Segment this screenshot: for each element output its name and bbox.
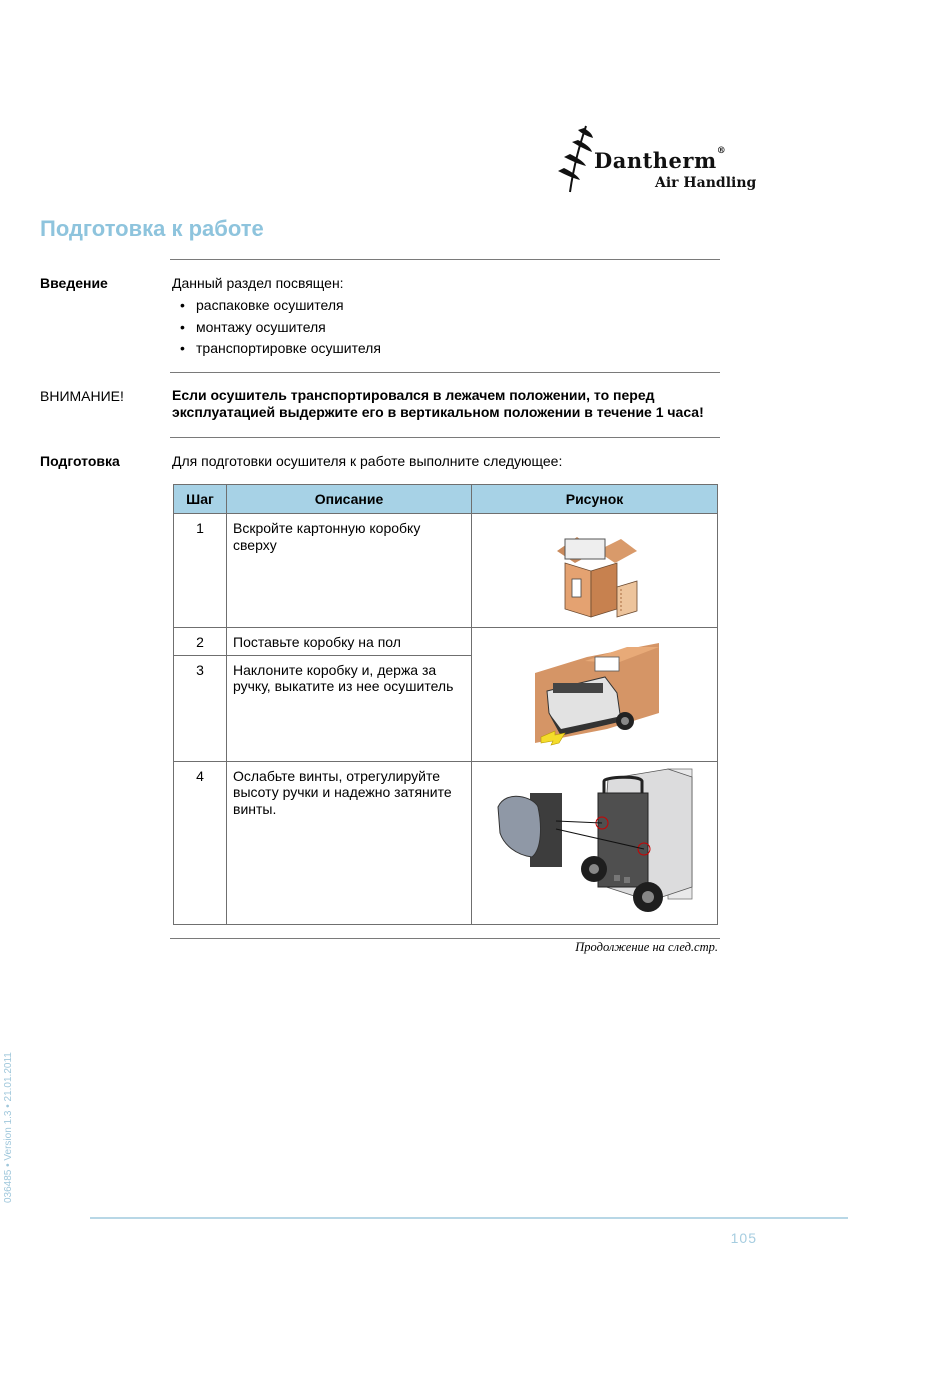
table-row: [174, 761, 718, 924]
intro-label: Введение: [40, 275, 108, 291]
warning-label: ВНИМАНИЕ!: [40, 388, 124, 404]
step-number: 1: [174, 514, 227, 628]
list-item: • монтажу осушителя: [180, 319, 381, 341]
logo-wordmark: Dantherm®: [594, 146, 727, 173]
steps-table: [173, 484, 718, 925]
step-description: Ослабьте винты, отрегулируйте высоту ручки и надежно затяните винты.: [227, 761, 472, 924]
footer-rule: [90, 1217, 848, 1219]
intro-list: [180, 297, 381, 362]
step-number: 3: [174, 655, 227, 761]
table-header-row: [174, 485, 718, 514]
roll-out-illustration: [472, 628, 718, 762]
prep-label: Подготовка: [40, 453, 120, 469]
step-number: 2: [174, 628, 227, 656]
handle-adjust-illustration: [472, 761, 718, 924]
list-item: • распаковке осушителя: [180, 297, 381, 319]
step-description: Поставьте коробку на пол: [227, 628, 472, 656]
continued-note: Продолжение на след.стр.: [575, 940, 718, 954]
header-step: Шаг: [174, 485, 227, 514]
divider: [170, 259, 720, 260]
warning-line: Если осушитель транспортировался в лежачем положении, то перед: [172, 387, 655, 403]
divider: [170, 938, 720, 939]
step-description: Вскройте картонную коробку сверху: [227, 514, 472, 628]
step-number: 4: [174, 761, 227, 924]
table-row: [174, 628, 718, 656]
header-picture: Рисунок: [472, 485, 718, 514]
divider: [170, 437, 720, 438]
warning-text: [172, 387, 722, 421]
table-row: [174, 514, 718, 628]
list-item: • транспортировке осушителя: [180, 340, 381, 362]
warning-line: эксплуатацией выдержите его в вертикальном положении в течение 1 часа!: [172, 404, 704, 420]
prep-lead: Для подготовки осушителя к работе выполните следующее:: [172, 453, 563, 469]
open-box-illustration: [472, 514, 718, 628]
document-version-text: 036485 • Version 1.3 • 21.01.2011: [3, 1052, 14, 1203]
page-number: 105: [730, 1230, 757, 1246]
intro-lead: Данный раздел посвящен:: [172, 275, 344, 291]
page-title: Подготовка к работе: [40, 216, 264, 241]
divider: [170, 372, 720, 373]
step-description: Наклоните коробку и, держа за ручку, выкатите из нее осушитель: [227, 655, 472, 761]
logo-subtitle: Air Handling: [655, 175, 757, 191]
header-description: Описание: [227, 485, 472, 514]
